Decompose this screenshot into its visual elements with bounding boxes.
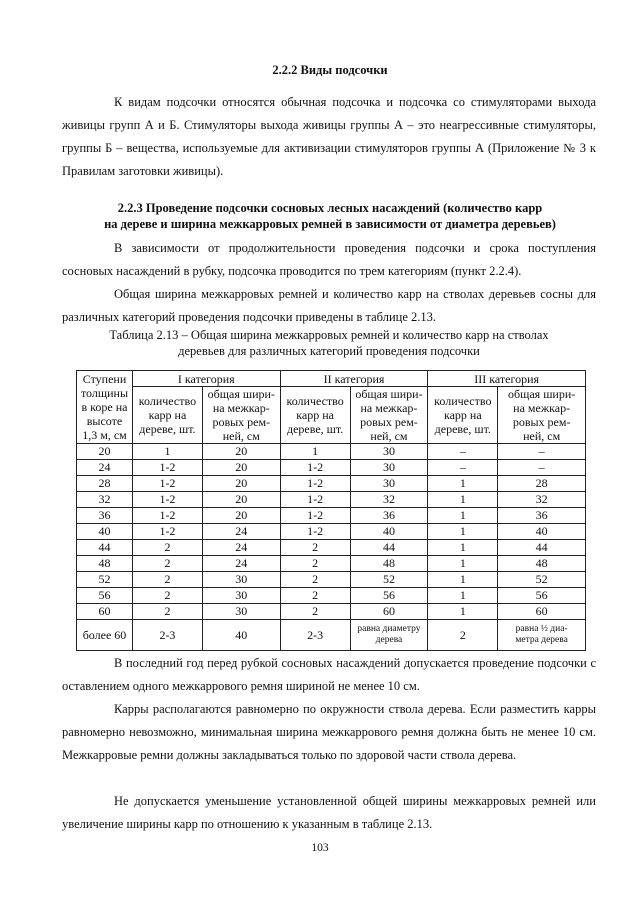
table-cell: 30 <box>350 476 428 492</box>
paragraph-placement <box>62 698 596 767</box>
table-cell: 48 <box>350 556 428 572</box>
table-cell: 20 <box>202 460 280 476</box>
header-width-line: ней, см <box>222 429 260 443</box>
table-cell: 2 <box>132 588 202 604</box>
table-cell: 2 <box>132 572 202 588</box>
header-count-line: карр на <box>148 408 187 422</box>
table-cell: 2 <box>280 588 350 604</box>
table-cell: 20 <box>202 508 280 524</box>
table-cell: – <box>498 444 586 460</box>
header-width-line: на межкар- <box>360 401 418 415</box>
table-cell: 2 <box>280 572 350 588</box>
table-cell: 2 <box>280 604 350 620</box>
table-cell: более 60 <box>77 620 133 651</box>
table-row <box>77 604 586 620</box>
table-cell: 1 <box>428 492 498 508</box>
header-count-category-2 <box>280 387 350 444</box>
header-diameter-line: 1,3 м, см <box>82 428 127 442</box>
table-row <box>77 524 586 540</box>
table-cell: 1-2 <box>280 476 350 492</box>
header-diameter-line: толщины <box>80 386 129 400</box>
table-cell: 24 <box>202 524 280 540</box>
table-cell: 1 <box>428 540 498 556</box>
paragraph-restriction-text: Не допускается уменьшение установленной общей ширины межкарровых ремней или увеличение ширины карр по отношению к указанным в таблице 2.13. <box>62 794 596 831</box>
table-cell: 60 <box>498 604 586 620</box>
table-cell: 1-2 <box>132 508 202 524</box>
table-cell: 1 <box>428 476 498 492</box>
paragraph-placement-text: Карры располагаются равномерно по окружности ствола дерева. Если разместить карры равномерно невозможно, минимальная ширина межкаррового ремня должна быть не менее 10 см. Межкарровые ремни должны закладываться только по здоровой части ствола дерева. <box>62 702 596 762</box>
table-cell: 52 <box>77 572 133 588</box>
table-cell: 28 <box>498 476 586 492</box>
table-row <box>77 476 586 492</box>
header-width-category-2 <box>350 387 428 444</box>
header-category-1: I категория <box>132 371 280 387</box>
header-count-line: дереве, шт. <box>434 422 491 436</box>
table-cell: 2 <box>280 540 350 556</box>
table-cell: 56 <box>350 588 428 604</box>
table-cell: 44 <box>77 540 133 556</box>
table-cell: – <box>428 460 498 476</box>
data-table <box>76 370 586 651</box>
table-cell: 32 <box>350 492 428 508</box>
header-width-line: на межкар- <box>513 401 571 415</box>
table-row <box>77 492 586 508</box>
header-width-line: общая шири- <box>508 387 576 401</box>
table-cell: 1 <box>428 572 498 588</box>
header-count-category-1 <box>132 387 202 444</box>
table-cell: 1-2 <box>280 492 350 508</box>
table-cell: 44 <box>350 540 428 556</box>
table-cell: 36 <box>77 508 133 524</box>
table-cell: 48 <box>498 556 586 572</box>
table-row <box>77 508 586 524</box>
header-width-line: общая шири- <box>207 387 275 401</box>
table-caption-line-2: деревьев для различных категорий проведения подсочки <box>178 344 480 358</box>
table-cell: 1-2 <box>280 460 350 476</box>
table-row <box>77 572 586 588</box>
header-count-line: количество <box>138 394 197 408</box>
table-cell: 1 <box>428 604 498 620</box>
table-cell: 1-2 <box>132 476 202 492</box>
header-width-line: общая шири- <box>355 387 423 401</box>
table-cell: 2-3 <box>280 620 350 651</box>
header-width-line: на межкар- <box>212 401 270 415</box>
header-diameter-line: Ступени <box>82 372 127 386</box>
table-cell: 1-2 <box>280 524 350 540</box>
table-cell: 1 <box>428 556 498 572</box>
table-cell: 30 <box>202 588 280 604</box>
header-width-category-1 <box>202 387 280 444</box>
section-heading-2-2-3-line-2: на дереве и ширина межкарровых ремней в зависимости от диаметра деревьев) <box>104 217 556 231</box>
table-cell: 52 <box>350 572 428 588</box>
header-count-line: карр на <box>443 408 482 422</box>
table-cell: 1 <box>428 508 498 524</box>
header-width-line: ровых рем- <box>360 415 418 429</box>
table-row <box>77 460 586 476</box>
table-cell: 1-2 <box>132 460 202 476</box>
paragraph-table-ref <box>62 283 596 329</box>
table-cell: 60 <box>350 604 428 620</box>
table-cell: 28 <box>77 476 133 492</box>
table-cell: 2 <box>132 540 202 556</box>
table-row-last <box>77 620 586 651</box>
table-cell-note <box>498 620 586 651</box>
table-cell: 1-2 <box>280 508 350 524</box>
table-row <box>77 444 586 460</box>
table-cell: 30 <box>350 460 428 476</box>
header-category-3: III категория <box>428 371 586 387</box>
header-category-2: II категория <box>280 371 428 387</box>
table-cell: 40 <box>77 524 133 540</box>
header-diameter-line: высоте <box>86 414 123 428</box>
table-cell: 1-2 <box>132 492 202 508</box>
paragraph-types <box>62 91 596 183</box>
table-cell: 1 <box>428 588 498 604</box>
table-cell: 1 <box>132 444 202 460</box>
table-cell: 52 <box>498 572 586 588</box>
table-cell-note-line: метра дерева <box>515 635 568 645</box>
table-cell: 20 <box>202 444 280 460</box>
header-width-line: ровых рем- <box>212 415 271 429</box>
table-cell: 2 <box>428 620 498 651</box>
header-diameter-line: в коре на <box>81 400 128 414</box>
table-cell: 1-2 <box>132 524 202 540</box>
header-count-line: дереве, шт. <box>286 422 344 436</box>
table-cell: 24 <box>77 460 133 476</box>
table-cell: 1 <box>280 444 350 460</box>
table-cell: – <box>428 444 498 460</box>
table-cell: 20 <box>202 492 280 508</box>
table-cell-note-line: равна ½ диа- <box>515 624 568 634</box>
header-diameter <box>77 371 133 444</box>
header-count-line: количество <box>434 394 492 408</box>
paragraph-last-year-text: В последний год перед рубкой сосновых насаждений допускается проведение подсочки с оставлением одного межкаррового ремня шириной не менее 10 см. <box>62 656 596 693</box>
paragraph-categories <box>62 237 596 283</box>
page-number: 103 <box>311 842 329 854</box>
table-cell: 30 <box>350 444 428 460</box>
section-heading-2-2-3-line-1: 2.2.3 Проведение подсочки сосновых лесных насаждений (количество карр <box>117 201 543 215</box>
section-heading-2-2-2: 2.2.2 Виды подсочки <box>272 63 388 77</box>
table-cell: 20 <box>77 444 133 460</box>
table-cell-note <box>350 620 428 651</box>
table-cell: 30 <box>202 604 280 620</box>
header-count-line: количество <box>286 394 344 408</box>
table-cell: 40 <box>350 524 428 540</box>
table-cell: 2 <box>132 604 202 620</box>
paragraph-types-text: К видам подсочки относятся обычная подсочка и подсочка со стимуляторами выхода живицы групп А и Б. Стимуляторы выхода живицы группы А – это неагрессивные стимуляторы, группы Б – вещества, используемые для активизации стимуляторов группы А (Приложение № 3 к Правилам заготовки живицы). <box>62 95 596 178</box>
table-cell: 30 <box>202 572 280 588</box>
header-count-line: дереве, шт. <box>139 422 196 436</box>
table-row <box>77 540 586 556</box>
header-count-category-3 <box>428 387 498 444</box>
table-cell: 60 <box>77 604 133 620</box>
header-count-line: карр на <box>296 408 334 422</box>
table-cell: 44 <box>498 540 586 556</box>
table-cell: 32 <box>498 492 586 508</box>
table-cell: 32 <box>77 492 133 508</box>
paragraph-last-year <box>62 652 596 698</box>
table-cell: 36 <box>498 508 586 524</box>
table-cell: 48 <box>77 556 133 572</box>
table-cell: 24 <box>202 540 280 556</box>
table-cell: 1 <box>428 524 498 540</box>
header-width-line: ней, см <box>370 429 408 443</box>
table-row <box>77 588 586 604</box>
table-cell: 40 <box>498 524 586 540</box>
paragraph-restriction <box>62 790 596 836</box>
table-cell-note-line: дерева <box>375 635 403 645</box>
table-cell: – <box>498 460 586 476</box>
table-cell: 24 <box>202 556 280 572</box>
table-cell: 40 <box>202 620 280 651</box>
paragraph-categories-text: В зависимости от продолжительности проведения подсочки и срока поступления сосновых насаждений в рубку, подсочка проводится по трем категориям (пункт 2.2.4). <box>62 241 596 278</box>
table-cell: 56 <box>498 588 586 604</box>
table-row <box>77 556 586 572</box>
table-cell: 2 <box>280 556 350 572</box>
table-cell: 36 <box>350 508 428 524</box>
header-width-category-3 <box>498 387 586 444</box>
table-cell: 56 <box>77 588 133 604</box>
table-caption-line-1: Таблица 2.13 – Общая ширина межкарровых ремней и количество карр на стволах <box>109 328 549 342</box>
paragraph-table-ref-text: Общая ширина межкарровых ремней и количество карр на стволах деревьев сосны для различных категорий проведения подсочки приведены в таблице 2.13. <box>62 287 596 324</box>
table-cell: 20 <box>202 476 280 492</box>
header-width-line: ровых рем- <box>512 415 571 429</box>
table-cell: 2-3 <box>132 620 202 651</box>
header-width-line: ней, см <box>523 429 561 443</box>
table-cell: 2 <box>132 556 202 572</box>
table-cell-note-line: равна диаметру <box>357 624 421 634</box>
